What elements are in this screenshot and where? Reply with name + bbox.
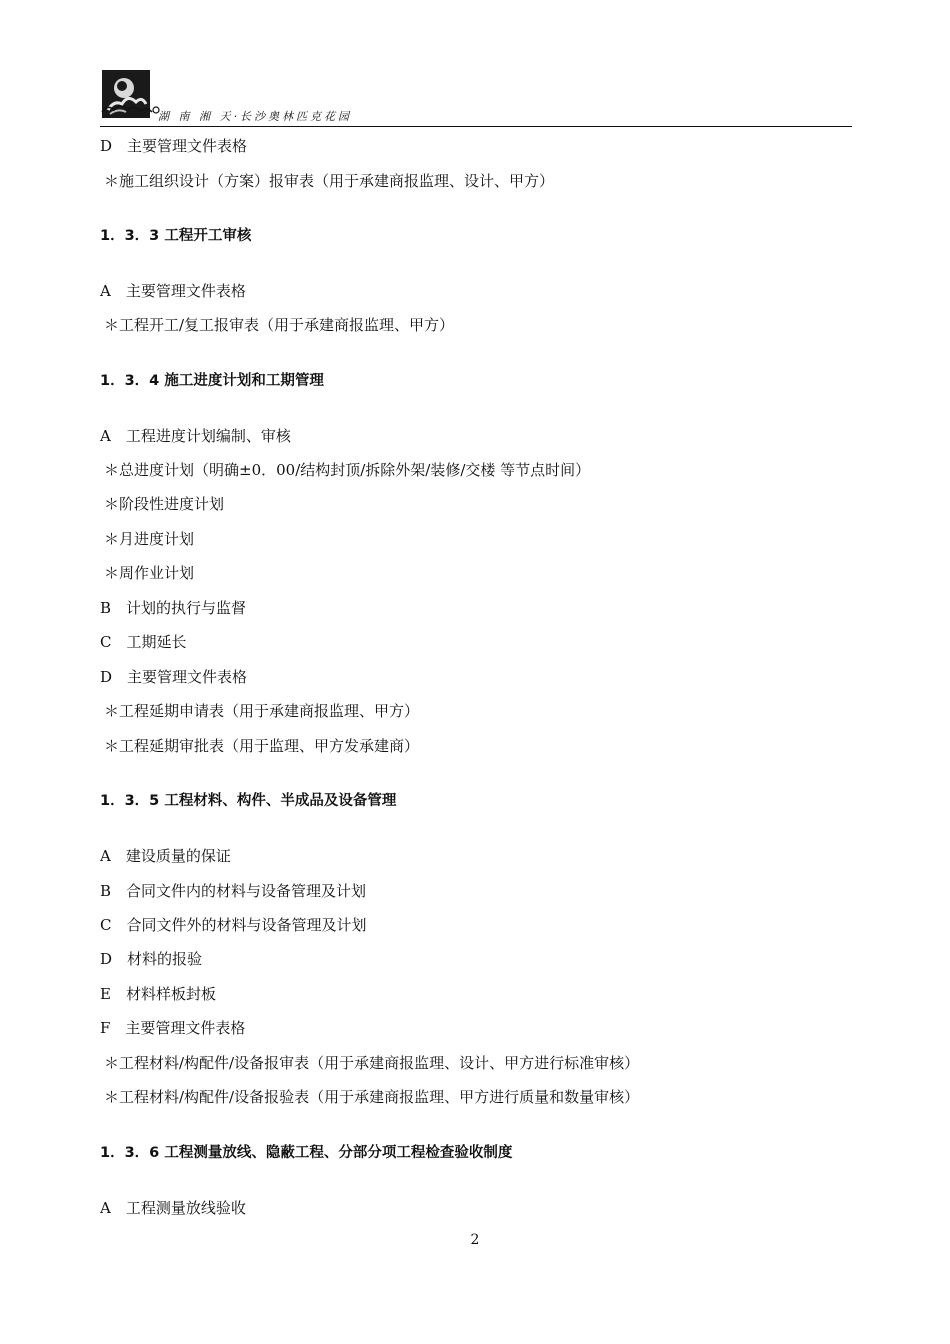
bullet-item: ＊施工组织设计（方案）报审表（用于承建商报监理、设计、甲方） <box>104 172 555 190</box>
list-item: D 主要管理文件表格 <box>100 668 248 686</box>
list-item: B 计划的执行与监督 <box>100 599 247 617</box>
list-item: B 合同文件内的材料与设备管理及计划 <box>100 882 367 900</box>
header-divider <box>100 126 852 127</box>
page-number: 2 <box>470 1232 480 1248</box>
list-item: C 工期延长 <box>100 633 187 651</box>
bullet-item: ＊工程延期申请表（用于承建商报监理、甲方） <box>104 702 420 720</box>
bullet-item: ＊工程材料/构配件/设备报验表（用于承建商报监理、甲方进行质量和数量审核） <box>104 1088 640 1106</box>
header-title: 湖 南 湘 天·长沙奥林匹克花园 <box>158 110 352 123</box>
list-item: A 建设质量的保证 <box>100 847 231 865</box>
bullet-item: ＊工程开工/复工报审表（用于承建商报监理、甲方） <box>104 316 455 334</box>
list-item: D 主要管理文件表格 <box>100 137 248 155</box>
page-header <box>100 68 852 128</box>
list-item: A 工程测量放线验收 <box>100 1199 246 1217</box>
section-heading: 1．3．3 工程开工审核 <box>100 228 252 244</box>
bullet-item: ＊周作业计划 <box>104 564 195 582</box>
list-item: F 主要管理文件表格 <box>100 1019 246 1037</box>
bullet-item: ＊工程延期审批表（用于监理、甲方发承建商） <box>104 737 420 755</box>
list-item: E 材料样板封板 <box>100 985 216 1003</box>
list-item: C 合同文件外的材料与设备管理及计划 <box>100 916 367 934</box>
bullet-item: ＊总进度计划（明确±0．00/结构封顶/拆除外架/装修/交楼 等节点时间） <box>104 461 591 479</box>
section-heading: 1．3．6 工程测量放线、隐蔽工程、分部分项工程检查验收制度 <box>100 1145 513 1161</box>
bullet-item: ＊阶段性进度计划 <box>104 495 225 513</box>
list-item: A 主要管理文件表格 <box>100 282 246 300</box>
section-heading: 1．3．5 工程材料、构件、半成品及设备管理 <box>100 793 397 809</box>
bullet-item: ＊工程材料/构配件/设备报审表（用于承建商报监理、设计、甲方进行标准审核） <box>104 1054 640 1072</box>
section-heading: 1．3．4 施工进度计划和工期管理 <box>100 373 324 389</box>
list-item: D 材料的报验 <box>100 950 203 968</box>
list-item: A 工程进度计划编制、审核 <box>100 427 291 445</box>
bullet-item: ＊月进度计划 <box>104 530 195 548</box>
